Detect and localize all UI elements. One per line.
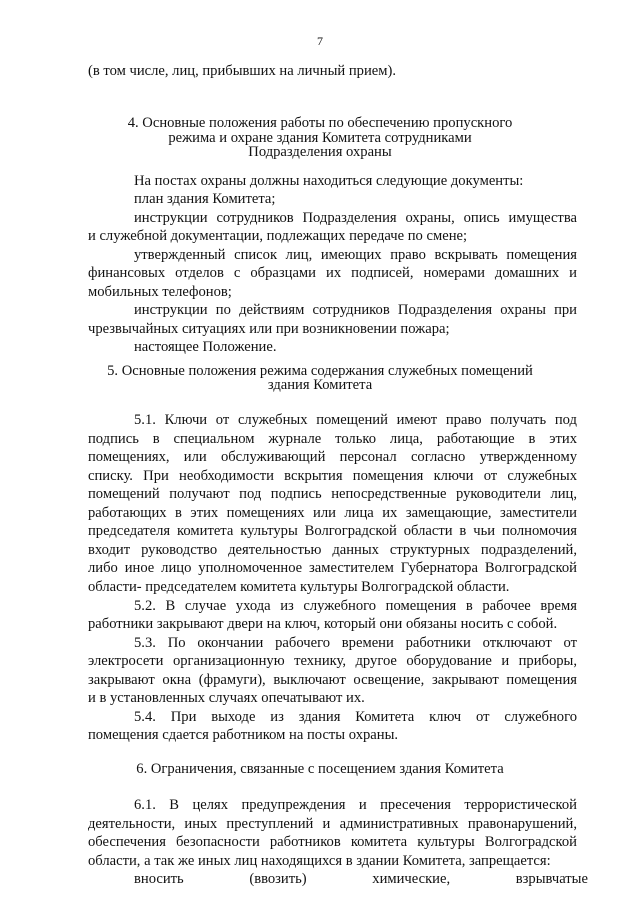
intro-line: (в том числе, лиц, прибывших на личный прием). (88, 63, 396, 79)
section5-line: 5.2. В случае ухода из служебного помещения в рабочее время (134, 598, 577, 614)
section5-line: председателя комитета культуры Волгоградской области в чьи полномочия (88, 523, 577, 539)
section4-line: план здания Комитета; (134, 191, 276, 207)
section5-line: помещения сдается работником на посты охраны. (88, 727, 399, 743)
section4-line: настоящее Положение. (134, 339, 277, 355)
section5-line: 5.3. По окончании рабочего времени работники отключают от (134, 635, 577, 651)
section6-last-line-words: вносить (ввозить) химические, взрывчатые (134, 871, 588, 887)
section4-line: инструкции сотрудников Подразделения охраны, опись имущества (134, 210, 577, 226)
section5-line: и в установленных случаях опечатывают их. (88, 690, 365, 706)
section5-line: закрывают окна (фрамуги), выключают освещение, закрывают помещения (88, 672, 577, 688)
section4-line: и служебной документации, подлежащих передаче по смене; (88, 228, 468, 244)
section4-heading-line-3: Подразделения охраны (248, 144, 392, 160)
section5-line: списку. При необходимости вскрытия помещения ключи от служебных (88, 468, 577, 484)
section4-line: утвержденный список лиц, имеющих право вскрывать помещения (134, 247, 577, 263)
section4-line: На постах охраны должны находиться следующие документы: (134, 173, 524, 189)
section6-last-line (134, 870, 588, 889)
section4-heading-line-2: режима и охране здания Комитета сотрудниками (168, 130, 472, 146)
section4-heading-line-1: 4. Основные положения работы по обеспечению пропускного (127, 115, 513, 131)
section6-heading: 6. Ограничения, связанные с посещением здания Комитета (136, 761, 504, 777)
section5-line: либо иное лицо уполномоченное заместителем Губернатора Волгоградской (88, 560, 577, 576)
section5-line: работающих в этих помещениях или лица их замещающие, заместители (88, 505, 577, 521)
section6-line: 6.1. В целях предупреждения и пресечения террористической (134, 797, 577, 813)
section5-line: 5.4. При выходе из здания Комитета ключ от служебного (134, 709, 577, 725)
section6-line: обеспечения безопасности работников комитета культуры Волгоградской (88, 834, 577, 850)
section6-line: области, а так же иных лиц находящихся в здании Комитета, запрещается: (88, 853, 551, 869)
page-number: 7 (317, 34, 323, 48)
section5-line: электросети организационную технику, другое оборудование и приборы, (88, 653, 577, 669)
section5-line: входит руководство деятельностью данных структурных подразделений, (88, 542, 577, 558)
section5-line: помещений получают под подпись непосредственные руководители лиц, (88, 486, 577, 502)
section4-line: чрезвычайных ситуациях или при возникновении пожара; (88, 321, 450, 337)
section4-line: финансовых отделов с образцами их подписей, номерами домашних и (88, 265, 577, 281)
section4-line: мобильных телефонов; (88, 284, 232, 300)
section5-line: работники закрывают двери на ключ, который они обязаны носить с собой. (88, 616, 558, 632)
section4-line: инструкции по действиям сотрудников Подразделения охраны при (134, 302, 577, 318)
section5-line: помещениях, или обслуживающий персонал согласно утвержденному (88, 449, 577, 465)
section5-line: 5.1. Ключи от служебных помещений имеют право получать под (134, 412, 577, 428)
section5-heading-line-2: здания Комитета (267, 377, 373, 393)
section5-line: области- председателем комитета культуры Волгоградской области. (88, 579, 510, 595)
section5-line: подпись в специальном журнале только лица, работающие в этих (88, 431, 577, 447)
section5-heading-line-1: 5. Основные положения режима содержания служебных помещений (107, 363, 533, 379)
section6-line: деятельности, иных преступлений и административных правонарушений, (88, 816, 577, 832)
